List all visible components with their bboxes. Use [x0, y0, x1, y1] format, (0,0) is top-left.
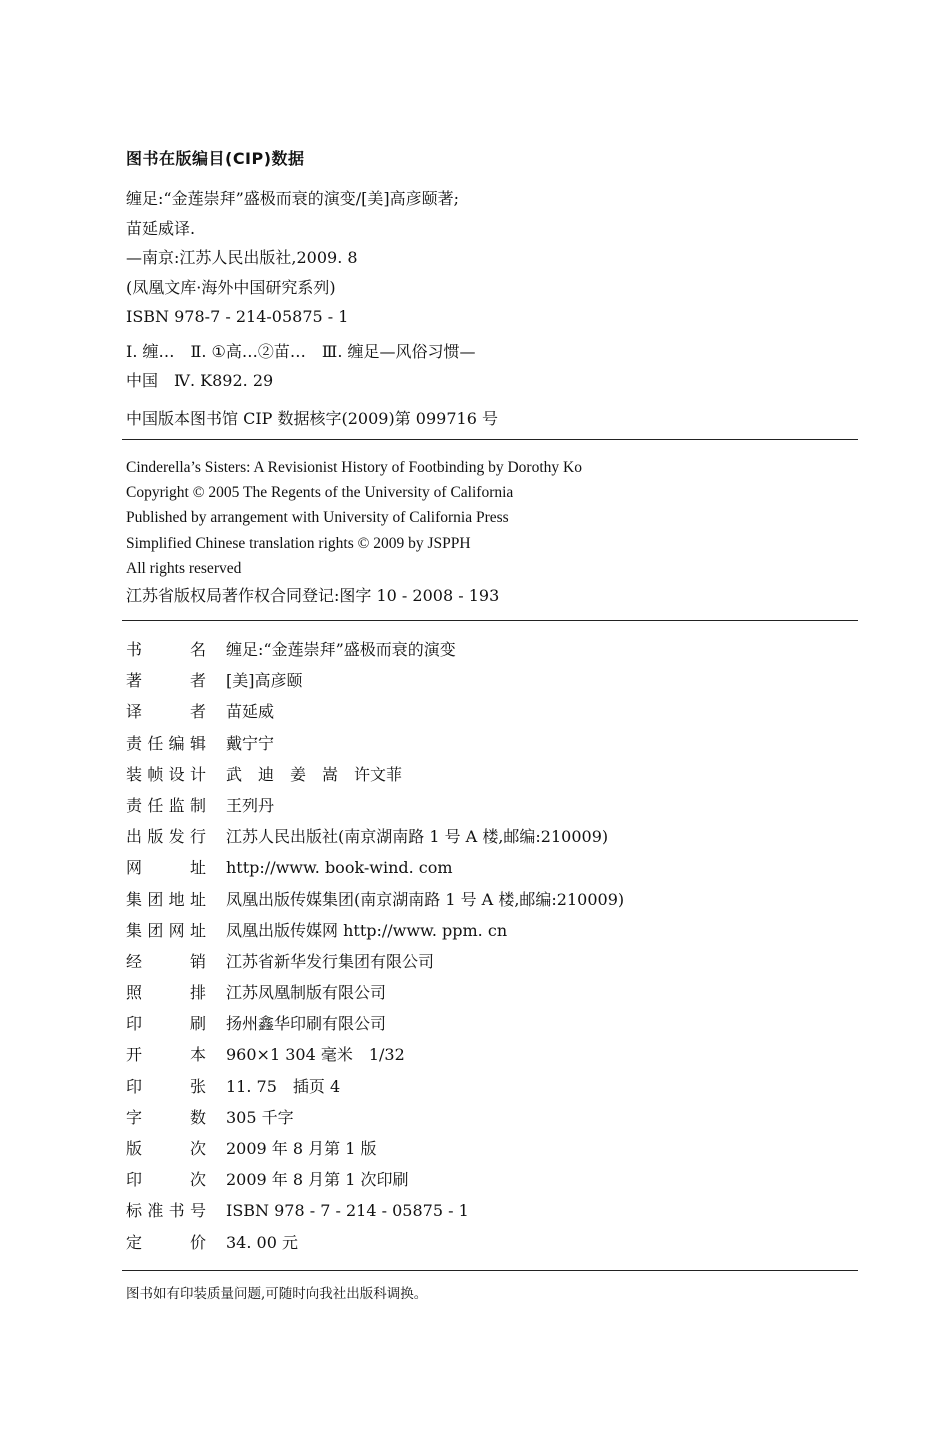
detail-value: 武 迪 姜 嵩 许文菲	[226, 764, 403, 784]
detail-value: 江苏省新华发行集团有限公司	[226, 951, 435, 971]
detail-value: 戴宁宁	[226, 733, 275, 753]
detail-value: [美]高彦颐	[226, 671, 303, 691]
copyright-line: Published by arrangement with University of California Press	[126, 509, 509, 527]
cip-line: ISBN 978-7 - 214-05875 - 1	[126, 307, 349, 326]
detail-label: 印次	[126, 1170, 206, 1190]
detail-row	[126, 1105, 856, 1136]
detail-value: 11. 75 插页 4	[226, 1076, 341, 1096]
copyright-line: Simplified Chinese translation rights © 2009 by JSPPH	[126, 534, 471, 552]
detail-value: 苗延威	[226, 702, 275, 722]
detail-row	[126, 637, 856, 668]
copyright-line: Cinderella’s Sisters: A Revisionist History of Footbinding by Dorothy Ko	[126, 459, 582, 476]
detail-row	[126, 918, 856, 949]
detail-row	[126, 1167, 856, 1198]
detail-label: 集团地址	[126, 889, 206, 909]
detail-label: 印刷	[126, 1014, 206, 1034]
detail-value: 江苏凤凰制版有限公司	[226, 983, 387, 1003]
cip-subject-index: Ⅰ. 缠… Ⅱ. ①高…②苗… Ⅲ. 缠足—风俗习惯—	[126, 341, 476, 361]
detail-value: 2009 年 8 月第 1 次印刷	[226, 1170, 409, 1190]
detail-value: ISBN 978 - 7 - 214 - 05875 - 1	[226, 1201, 469, 1221]
cip-line: (凤凰文库·海外中国研究系列)	[126, 277, 336, 297]
detail-value: 凤凰出版传媒网 http://www. ppm. cn	[226, 920, 508, 940]
detail-label: 印张	[126, 1076, 206, 1096]
detail-label: 网址	[126, 858, 206, 878]
detail-label: 版次	[126, 1139, 206, 1158]
detail-label: 责任监制	[126, 795, 206, 815]
cip-record	[126, 184, 826, 433]
detail-row	[126, 1042, 856, 1073]
detail-value: 34. 00 元	[226, 1232, 298, 1252]
detail-row	[126, 1074, 856, 1105]
detail-label: 经销	[126, 951, 206, 971]
detail-row	[126, 668, 856, 699]
detail-label: 集团网址	[126, 920, 206, 940]
copyright-notice	[126, 455, 846, 609]
detail-value: 960×1 304 毫米 1/32	[226, 1045, 405, 1065]
detail-row	[126, 1011, 856, 1042]
detail-label: 出版发行	[126, 827, 206, 847]
detail-row	[126, 1198, 856, 1229]
detail-row	[126, 949, 856, 980]
detail-row	[126, 793, 856, 824]
divider-rule	[122, 439, 858, 440]
detail-label: 字数	[126, 1107, 206, 1127]
detail-row	[126, 855, 856, 886]
detail-row	[126, 1230, 856, 1261]
detail-value: 王列丹	[226, 795, 275, 815]
detail-label: 定价	[126, 1232, 206, 1252]
cip-title: 图书在版编目(CIP)数据	[126, 149, 305, 168]
cip-line: 缠足:“金莲崇拜”盛极而衰的演变/[美]高彦颐著;	[126, 189, 460, 208]
detail-row	[126, 1136, 856, 1167]
cip-check-number: 中国版本图书馆 CIP 数据核字(2009)第 099716 号	[126, 408, 498, 428]
detail-label: 责任编辑	[126, 733, 206, 753]
detail-value: 江苏人民出版社(南京湖南路 1 号 A 楼,邮编:210009)	[226, 827, 609, 847]
quality-notice: 图书如有印装质量问题,可随时向我社出版科调换。	[126, 1286, 428, 1302]
detail-label: 书名	[126, 640, 206, 659]
detail-label: 照排	[126, 983, 206, 1003]
cip-subject-index: 中国 Ⅳ. K892. 29	[126, 371, 274, 390]
detail-label: 标准书号	[126, 1201, 206, 1221]
detail-value: 扬州鑫华印刷有限公司	[226, 1014, 387, 1034]
detail-row	[126, 731, 856, 762]
copyright-line: Copyright © 2005 The Regents of the University of California	[126, 484, 514, 502]
detail-row	[126, 699, 856, 730]
detail-row	[126, 824, 856, 855]
detail-value: 305 千字	[226, 1107, 294, 1127]
detail-label: 译者	[126, 702, 206, 722]
detail-value: http://www. book-wind. com	[226, 858, 453, 878]
divider-rule	[122, 1270, 858, 1271]
copyright-line: All rights reserved	[126, 559, 242, 577]
divider-rule	[122, 620, 858, 621]
detail-row	[126, 887, 856, 918]
detail-value: 缠足:“金莲崇拜”盛极而衰的演变	[226, 640, 456, 659]
detail-row	[126, 980, 856, 1011]
copyright-registration: 江苏省版权局著作权合同登记:图字 10 - 2008 - 193	[126, 586, 500, 606]
detail-label: 开本	[126, 1045, 206, 1065]
detail-value: 凤凰出版传媒集团(南京湖南路 1 号 A 楼,邮编:210009)	[226, 889, 625, 909]
cip-line: 苗延威译.	[126, 218, 196, 238]
detail-label: 著者	[126, 671, 206, 691]
cip-line: —南京:江苏人民出版社,2009. 8	[126, 248, 358, 267]
detail-row	[126, 762, 856, 793]
detail-value: 2009 年 8 月第 1 版	[226, 1139, 377, 1158]
detail-label: 装帧设计	[126, 764, 206, 784]
publication-details	[126, 637, 856, 1261]
